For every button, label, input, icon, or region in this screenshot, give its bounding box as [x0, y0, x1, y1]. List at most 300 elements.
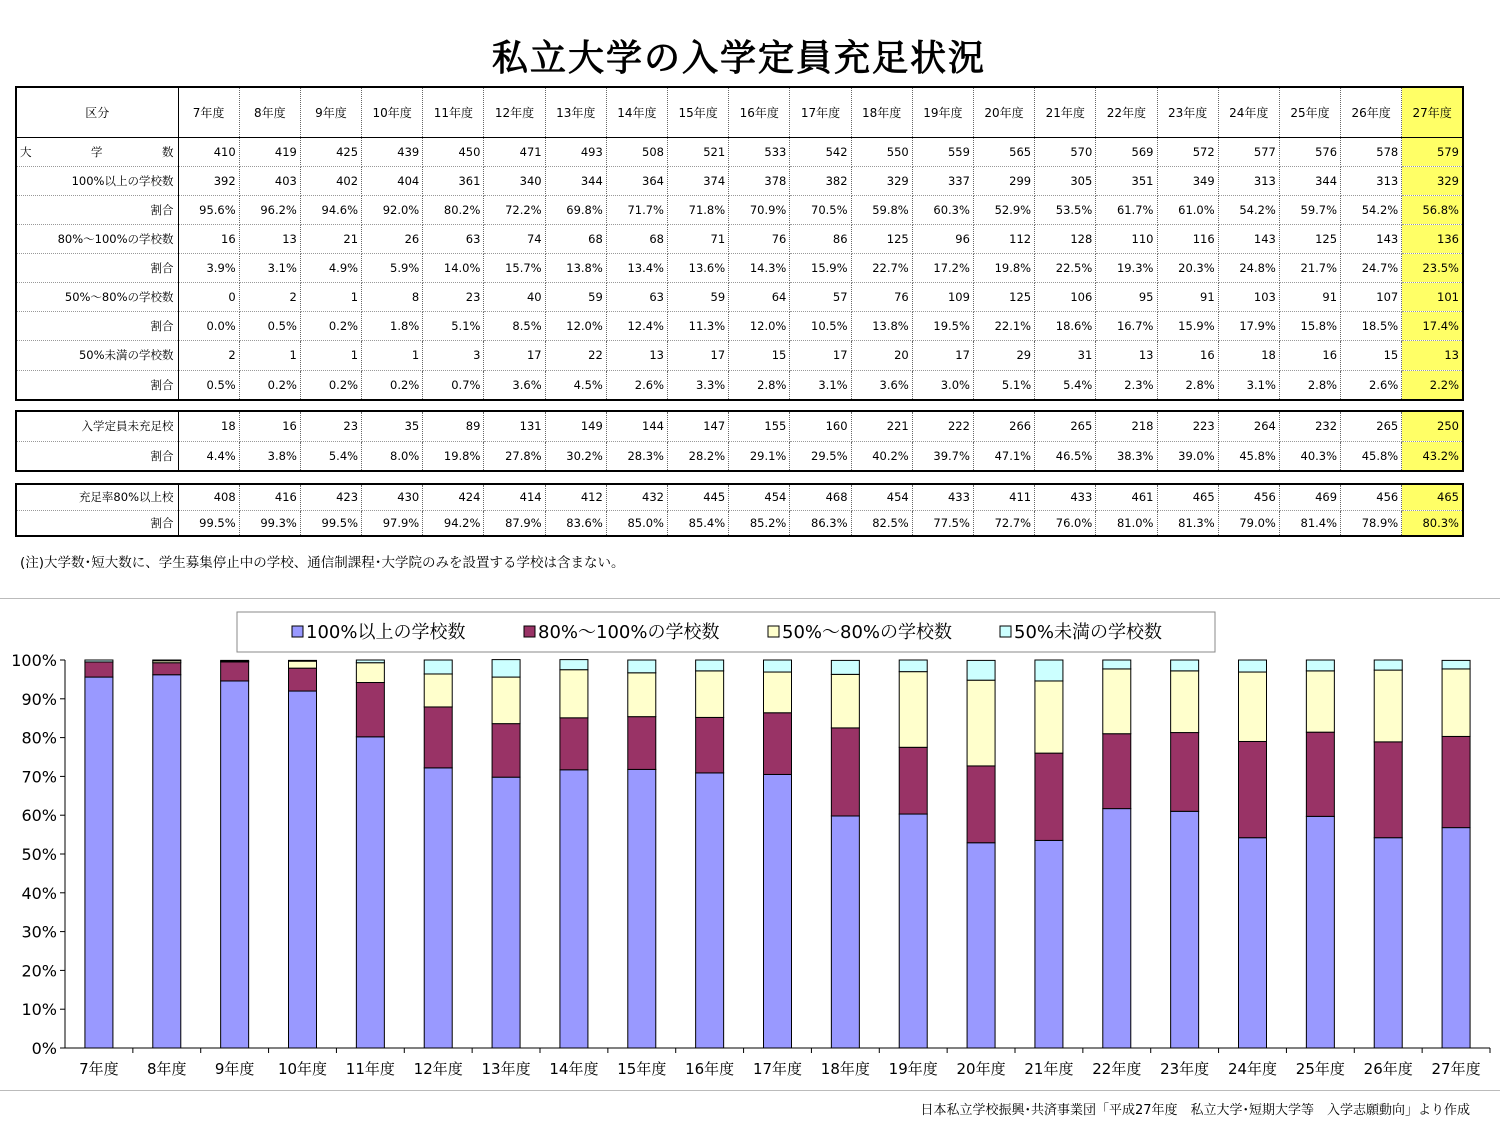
column-header: 22年度: [1096, 87, 1157, 137]
column-header: 26年度: [1341, 87, 1402, 137]
table-cell: 570: [1035, 137, 1096, 166]
table-cell: 13: [1402, 341, 1463, 370]
bar-segment: [628, 660, 656, 673]
table-cell: 64: [729, 283, 790, 312]
bar-segment: [628, 717, 656, 770]
table-cell: 144: [606, 411, 667, 441]
x-tick-label: 15年度: [617, 1060, 667, 1078]
x-tick-label: 13年度: [481, 1060, 531, 1078]
shortfall-table: [15, 410, 1464, 472]
x-tick-label: 21年度: [1024, 1060, 1074, 1078]
row-label: 50%未満の学校数: [16, 341, 178, 370]
bar-segment: [492, 660, 520, 677]
table-cell: 454: [729, 484, 790, 510]
table-cell: 56.8%: [1402, 195, 1463, 224]
table-cell: 378: [729, 166, 790, 195]
bar-segment: [289, 668, 317, 691]
table-cell: 569: [1096, 137, 1157, 166]
table-cell: 430: [362, 484, 423, 510]
table-cell: 0.2%: [300, 370, 361, 400]
table-cell: 5.1%: [973, 370, 1034, 400]
table-cell: 313: [1341, 166, 1402, 195]
table-cell: 86: [790, 224, 851, 253]
table-cell: 392: [178, 166, 239, 195]
bar-segment: [1374, 670, 1402, 742]
bar-segment: [1442, 669, 1470, 737]
bar-segment: [1171, 671, 1199, 733]
column-header: 11年度: [423, 87, 484, 137]
divider: [0, 1090, 1500, 1091]
column-header: 10年度: [362, 87, 423, 137]
table-cell: 576: [1279, 137, 1340, 166]
table-cell: 521: [668, 137, 729, 166]
bar-segment: [967, 660, 995, 680]
table-cell: 96: [912, 224, 973, 253]
table-cell: 79.0%: [1218, 510, 1279, 536]
bar-segment: [696, 717, 724, 772]
table-cell: 24.8%: [1218, 254, 1279, 283]
bar-segment: [153, 675, 181, 1048]
table-cell: 4.9%: [300, 254, 361, 283]
column-header: 12年度: [484, 87, 545, 137]
column-header: 19年度: [912, 87, 973, 137]
table-cell: 329: [851, 166, 912, 195]
table-cell: 344: [545, 166, 606, 195]
table-cell: 99.5%: [300, 510, 361, 536]
table-cell: 160: [790, 411, 851, 441]
x-tick-label: 12年度: [413, 1060, 463, 1078]
column-header: 14年度: [606, 87, 667, 137]
table-cell: 27.8%: [484, 441, 545, 471]
table-cell: 39.7%: [912, 441, 973, 471]
table-cell: 85.4%: [668, 510, 729, 536]
table-cell: 419: [239, 137, 300, 166]
table-cell: 414: [484, 484, 545, 510]
column-header: 13年度: [545, 87, 606, 137]
table-cell: 15.8%: [1279, 312, 1340, 341]
table-cell: 112: [973, 224, 1034, 253]
column-header: 27年度: [1402, 87, 1463, 137]
table-cell: 30.2%: [545, 441, 606, 471]
table-cell: 550: [851, 137, 912, 166]
bar-segment: [764, 672, 792, 713]
table-cell: 61.0%: [1157, 195, 1218, 224]
table-cell: 71.7%: [606, 195, 667, 224]
bar-segment: [1239, 672, 1267, 741]
table-row: [16, 484, 1463, 510]
table-cell: 8: [362, 283, 423, 312]
column-header: 25年度: [1279, 87, 1340, 137]
bar-segment: [764, 713, 792, 775]
table-cell: 22.1%: [973, 312, 1034, 341]
bar-segment: [628, 769, 656, 1048]
table-cell: 17.2%: [912, 254, 973, 283]
table-cell: 89: [423, 411, 484, 441]
table-cell: 0: [178, 283, 239, 312]
table-cell: 13.4%: [606, 254, 667, 283]
table-cell: 91: [1157, 283, 1218, 312]
bar-segment: [492, 777, 520, 1048]
column-header: 23年度: [1157, 87, 1218, 137]
bar-segment: [424, 707, 452, 768]
table-cell: 344: [1279, 166, 1340, 195]
legend-label: 100%以上の学校数: [306, 622, 466, 643]
bar-segment: [1374, 660, 1402, 670]
table-cell: 364: [606, 166, 667, 195]
table-cell: 76: [851, 283, 912, 312]
table-cell: 5.1%: [423, 312, 484, 341]
table-cell: 416: [239, 484, 300, 510]
table-cell: 60.3%: [912, 195, 973, 224]
bar-segment: [560, 718, 588, 770]
table-cell: 15: [729, 341, 790, 370]
table-cell: 265: [1035, 411, 1096, 441]
table-cell: 313: [1218, 166, 1279, 195]
table-cell: 46.5%: [1035, 441, 1096, 471]
table-cell: 19.5%: [912, 312, 973, 341]
table-cell: 16: [239, 411, 300, 441]
table-cell: 128: [1035, 224, 1096, 253]
bar-segment: [831, 728, 859, 816]
bar-segment: [1103, 809, 1131, 1048]
x-tick-label: 20年度: [956, 1060, 1006, 1078]
table-cell: 329: [1402, 166, 1463, 195]
table-row: [16, 411, 1463, 441]
table-cell: 72.7%: [973, 510, 1034, 536]
table-cell: 24.7%: [1341, 254, 1402, 283]
legend-swatch: [1000, 626, 1011, 637]
table-cell: 433: [1035, 484, 1096, 510]
bar-segment: [1171, 733, 1199, 812]
x-tick-label: 9年度: [214, 1060, 255, 1078]
table-cell: 5.4%: [300, 441, 361, 471]
table-cell: 92.0%: [362, 195, 423, 224]
table-cell: 2.8%: [1279, 370, 1340, 400]
legend-label: 50%未満の学校数: [1014, 622, 1163, 643]
table-cell: 70.5%: [790, 195, 851, 224]
table-cell: 579: [1402, 137, 1463, 166]
bar-segment: [424, 768, 452, 1048]
x-tick-label: 14年度: [549, 1060, 599, 1078]
row-label: 割合: [16, 441, 178, 471]
table-cell: 43.2%: [1402, 441, 1463, 471]
table-cell: 408: [178, 484, 239, 510]
table-cell: 374: [668, 166, 729, 195]
table-cell: 232: [1279, 411, 1340, 441]
table-cell: 559: [912, 137, 973, 166]
table-cell: 439: [362, 137, 423, 166]
table-row: [16, 283, 1463, 312]
table-cell: 0.7%: [423, 370, 484, 400]
x-tick-label: 23年度: [1160, 1060, 1210, 1078]
x-tick-label: 26年度: [1363, 1060, 1413, 1078]
table-cell: 13.6%: [668, 254, 729, 283]
bar-segment: [1306, 671, 1334, 732]
table-cell: 116: [1157, 224, 1218, 253]
table-cell: 21: [300, 224, 361, 253]
x-tick-label: 18年度: [820, 1060, 870, 1078]
table-cell: 533: [729, 137, 790, 166]
column-header: 20年度: [973, 87, 1034, 137]
table-cell: 155: [729, 411, 790, 441]
table-cell: 469: [1279, 484, 1340, 510]
table-cell: 29: [973, 341, 1034, 370]
bar-segment: [1103, 660, 1131, 669]
table-cell: 71: [668, 224, 729, 253]
table-cell: 454: [851, 484, 912, 510]
bar-segment: [1442, 660, 1470, 669]
table-cell: 13: [1096, 341, 1157, 370]
table-cell: 12.4%: [606, 312, 667, 341]
table-cell: 61.7%: [1096, 195, 1157, 224]
table-cell: 63: [423, 224, 484, 253]
table-cell: 125: [973, 283, 1034, 312]
legend-label: 50%～80%の学校数: [782, 622, 953, 643]
table-row: [16, 166, 1463, 195]
table-cell: 250: [1402, 411, 1463, 441]
table-cell: 461: [1096, 484, 1157, 510]
table-header-row: [16, 87, 1463, 137]
bar-segment: [85, 660, 113, 662]
table-cell: 423: [300, 484, 361, 510]
x-tick-label: 22年度: [1092, 1060, 1142, 1078]
table-cell: 0.5%: [239, 312, 300, 341]
table-cell: 1: [362, 341, 423, 370]
table-cell: 40: [484, 283, 545, 312]
table-cell: 2.2%: [1402, 370, 1463, 400]
table-row: [16, 370, 1463, 400]
y-tick-label: 10%: [21, 1000, 57, 1020]
table-cell: 39.0%: [1157, 441, 1218, 471]
table-cell: 29.5%: [790, 441, 851, 471]
table-cell: 95: [1096, 283, 1157, 312]
table-cell: 8.5%: [484, 312, 545, 341]
bar-segment: [628, 673, 656, 717]
column-header: 7年度: [178, 87, 239, 137]
bar-segment: [899, 814, 927, 1048]
table-cell: 28.2%: [668, 441, 729, 471]
table-cell: 57: [790, 283, 851, 312]
row-label: 割合: [16, 510, 178, 536]
table-cell: 53.5%: [1035, 195, 1096, 224]
bar-segment: [1306, 732, 1334, 816]
row-label: 割合: [16, 370, 178, 400]
x-tick-label: 27年度: [1431, 1060, 1481, 1078]
row-label: 割合: [16, 254, 178, 283]
table-cell: 465: [1157, 484, 1218, 510]
table-cell: 493: [545, 137, 606, 166]
bar-segment: [356, 683, 384, 737]
bar-segment: [1171, 660, 1199, 671]
y-tick-label: 50%: [21, 845, 57, 864]
table-cell: 337: [912, 166, 973, 195]
table-cell: 147: [668, 411, 729, 441]
table-cell: 266: [973, 411, 1034, 441]
bar-segment: [153, 663, 181, 675]
bar-segment: [424, 674, 452, 707]
table-cell: 70.9%: [729, 195, 790, 224]
table-cell: 38.3%: [1096, 441, 1157, 471]
column-header: 21年度: [1035, 87, 1096, 137]
table-cell: 16.7%: [1096, 312, 1157, 341]
table-cell: 74: [484, 224, 545, 253]
y-tick-label: 20%: [21, 961, 57, 981]
bar-segment: [1442, 736, 1470, 827]
table-cell: 11.3%: [668, 312, 729, 341]
table-cell: 465: [1402, 484, 1463, 510]
table-cell: 68: [606, 224, 667, 253]
table-cell: 12.0%: [545, 312, 606, 341]
table-cell: 412: [545, 484, 606, 510]
y-tick-label: 100%: [11, 651, 57, 670]
row-label: 入学定員未充足校: [16, 411, 178, 441]
table-cell: 78.9%: [1341, 510, 1402, 536]
bar-segment: [492, 724, 520, 778]
column-header: 17年度: [790, 87, 851, 137]
bar-segment: [1306, 660, 1334, 671]
table-cell: 456: [1341, 484, 1402, 510]
table-cell: 71.8%: [668, 195, 729, 224]
table-cell: 0.0%: [178, 312, 239, 341]
column-header: 16年度: [729, 87, 790, 137]
table-cell: 40.2%: [851, 441, 912, 471]
bar-segment: [560, 670, 588, 718]
legend-swatch: [292, 626, 303, 637]
bar-segment: [560, 660, 588, 670]
table-cell: 76.0%: [1035, 510, 1096, 536]
bar-segment: [899, 660, 927, 672]
table-cell: 94.6%: [300, 195, 361, 224]
table-cell: 542: [790, 137, 851, 166]
table-cell: 410: [178, 137, 239, 166]
table-cell: 1.8%: [362, 312, 423, 341]
column-header: 24年度: [1218, 87, 1279, 137]
bar-segment: [1035, 753, 1063, 840]
table-cell: 17.4%: [1402, 312, 1463, 341]
table-cell: 424: [423, 484, 484, 510]
table-cell: 432: [606, 484, 667, 510]
bar-segment: [492, 677, 520, 724]
table-cell: 149: [545, 411, 606, 441]
table-cell: 565: [973, 137, 1034, 166]
bar-segment: [85, 677, 113, 1048]
bar-segment: [899, 672, 927, 748]
table-cell: 59.7%: [1279, 195, 1340, 224]
column-header: 8年度: [239, 87, 300, 137]
table-cell: 106: [1035, 283, 1096, 312]
table-cell: 47.1%: [973, 441, 1034, 471]
table-cell: 361: [423, 166, 484, 195]
table-cell: 91: [1279, 283, 1340, 312]
table-cell: 19.3%: [1096, 254, 1157, 283]
table-cell: 81.0%: [1096, 510, 1157, 536]
table-cell: 5.4%: [1035, 370, 1096, 400]
x-tick-label: 16年度: [685, 1060, 735, 1078]
table-cell: 87.9%: [484, 510, 545, 536]
table-cell: 16: [178, 224, 239, 253]
table-cell: 76: [729, 224, 790, 253]
table-cell: 13: [239, 224, 300, 253]
bar-segment: [764, 774, 792, 1048]
table-cell: 82.5%: [851, 510, 912, 536]
table-cell: 40.3%: [1279, 441, 1340, 471]
bar-segment: [1171, 811, 1199, 1048]
page-title: 私立大学の入学定員充足状況: [491, 38, 986, 79]
table-cell: 86.3%: [790, 510, 851, 536]
table-cell: 14.0%: [423, 254, 484, 283]
table-cell: 221: [851, 411, 912, 441]
table-cell: 4.4%: [178, 441, 239, 471]
bar-segment: [831, 660, 859, 674]
bar-segment: [1035, 840, 1063, 1048]
table-cell: 31: [1035, 341, 1096, 370]
stacked-bar-chart: [0, 600, 1500, 1090]
footnote: (注)大学数･短大数に、学生募集停止中の学校、通信制課程･大学院のみを設置する学校は含まない。: [20, 555, 625, 571]
bar-segment: [424, 660, 452, 674]
legend-swatch: [768, 626, 779, 637]
column-header: 18年度: [851, 87, 912, 137]
table-cell: 3.9%: [178, 254, 239, 283]
table-cell: 23.5%: [1402, 254, 1463, 283]
bar-segment: [696, 773, 724, 1048]
table-cell: 265: [1341, 411, 1402, 441]
y-tick-label: 30%: [21, 922, 57, 942]
row-label: 割合: [16, 312, 178, 341]
table-cell: 2.8%: [1157, 370, 1218, 400]
table-cell: 143: [1218, 224, 1279, 253]
x-tick-label: 7年度: [79, 1060, 119, 1078]
table-cell: 101: [1402, 283, 1463, 312]
bar-segment: [967, 766, 995, 843]
table-cell: 445: [668, 484, 729, 510]
x-tick-label: 25年度: [1295, 1060, 1345, 1078]
table-cell: 411: [973, 484, 1034, 510]
bar-segment: [899, 747, 927, 814]
bar-segment: [289, 660, 317, 661]
column-header: 9年度: [300, 87, 361, 137]
table-row: [16, 254, 1463, 283]
table-cell: 52.9%: [973, 195, 1034, 224]
table-cell: 572: [1157, 137, 1218, 166]
table-cell: 305: [1035, 166, 1096, 195]
table-cell: 95.6%: [178, 195, 239, 224]
table-cell: 45.8%: [1341, 441, 1402, 471]
table-cell: 68: [545, 224, 606, 253]
x-tick-label: 11年度: [345, 1060, 395, 1078]
table-cell: 3.0%: [912, 370, 973, 400]
bar-segment: [1374, 742, 1402, 838]
bar-segment: [356, 737, 384, 1048]
table-cell: 103: [1218, 283, 1279, 312]
table-cell: 85.0%: [606, 510, 667, 536]
row-label: 80%～100%の学校数: [16, 224, 178, 253]
table-cell: 264: [1218, 411, 1279, 441]
table-cell: 12.0%: [729, 312, 790, 341]
table-cell: 3.1%: [239, 254, 300, 283]
table-cell: 99.5%: [178, 510, 239, 536]
table-cell: 0.2%: [239, 370, 300, 400]
table-cell: 59: [668, 283, 729, 312]
table-cell: 131: [484, 411, 545, 441]
bar-segment: [967, 680, 995, 766]
table-cell: 136: [1402, 224, 1463, 253]
table-cell: 13.8%: [851, 312, 912, 341]
table-cell: 402: [300, 166, 361, 195]
table-row: [16, 510, 1463, 536]
table-cell: 77.5%: [912, 510, 973, 536]
bar-segment: [1374, 838, 1402, 1048]
table-cell: 471: [484, 137, 545, 166]
